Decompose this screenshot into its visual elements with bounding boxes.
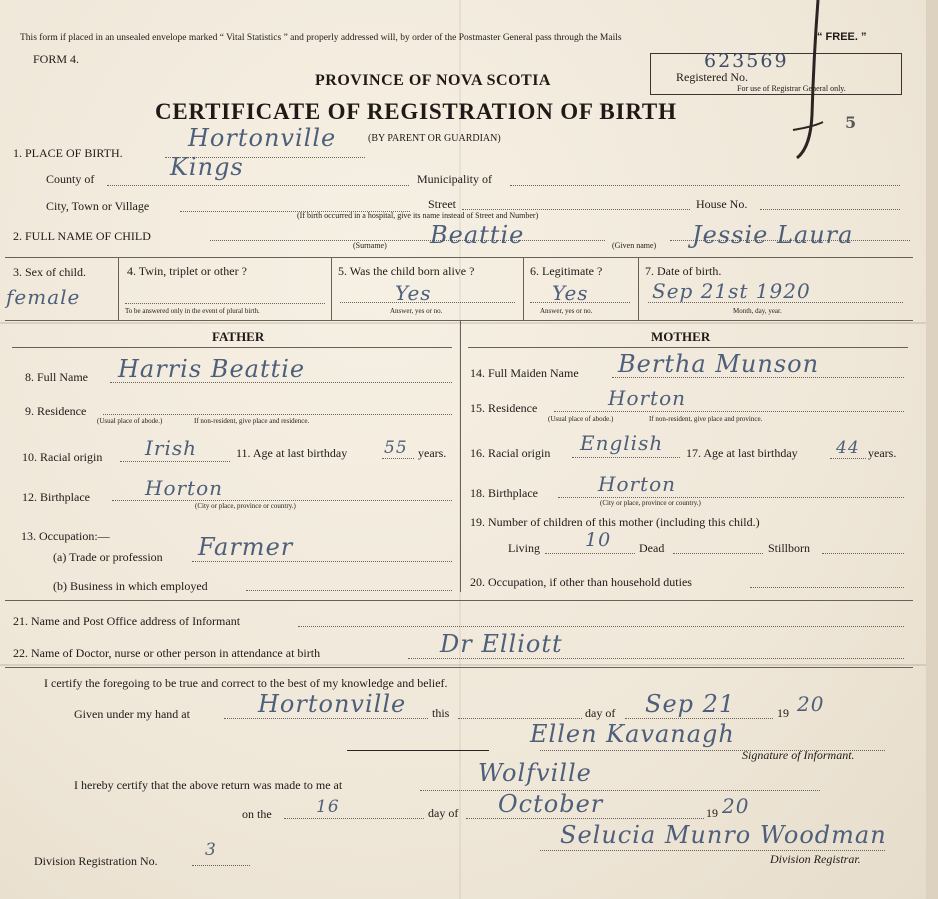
mother-age: 44 [836,438,860,458]
mother-birthplace-note: (City or place, province or country.) [600,499,701,507]
twin-note: To be answered only in the event of plural birth. [125,307,260,315]
informant-signature-label: Signature of Informant. [742,748,855,762]
division-registration-number: 3 [205,840,217,860]
given-under-label: Given under my hand at [74,707,190,721]
form-number: FORM 4. [33,52,80,66]
mother-occupation-label: 20. Occupation, if other than household duties [470,575,692,589]
mother-years-label: years. [868,446,897,460]
certify-date-line [625,718,773,719]
mother-residence: Horton [608,386,687,410]
twin-line [125,303,325,304]
divider [5,320,913,321]
father-birthplace: Horton [145,476,224,500]
father-heading: FATHER [212,329,265,344]
trade-line [192,561,452,562]
county-line [107,185,409,186]
signature-rule [347,750,489,751]
house-line [760,209,900,210]
registrar-place: Wolfville [478,759,592,787]
father-name: Harris Beattie [118,355,306,383]
mother-residence-line [554,411,904,412]
divider [523,257,524,320]
legitimate-value: Yes [552,281,589,305]
alive-line [340,302,515,303]
twin-label: 4. Twin, triplet or other ? [127,264,247,278]
father-racial-line [120,461,230,462]
divider [460,320,461,592]
certify-statement: I certify the foregoing to be true and correct to the best of my knowledge and belief. [44,676,448,690]
this-line [458,718,582,719]
business-line [246,590,452,591]
legitimate-line [530,302,630,303]
province-heading: PROVINCE OF NOVA SCOTIA [315,72,551,89]
registrar-day: 16 [316,797,340,817]
registrar-general-note: For use of Registrar General only. [737,84,846,93]
father-trade: Farmer [198,533,294,561]
registrar-year: 20 [722,794,750,818]
informant-label: 21. Name and Post Office address of Informant [13,614,241,628]
mother-heading: MOTHER [651,329,711,344]
stamp-number: 5 [845,113,858,132]
surname-label: (Surname) [353,241,387,250]
father-residence-label: 9. Residence [25,404,87,418]
county-label: County of [46,172,95,186]
stillborn-label: Stillborn [768,541,811,555]
date-of-birth-value: Sep 21st 1920 [652,279,811,303]
mother-racial-label: 16. Racial origin [470,446,551,460]
mother-age-label: 17. Age at last birthday [686,446,798,460]
father-occupation-label: 13. Occupation:— [21,529,110,543]
fold-line [0,664,938,666]
divider [12,347,452,348]
child-surname: Beattie [430,221,525,249]
divider [468,347,908,348]
father-age: 55 [384,438,408,458]
doctor-name: Dr Elliott [440,630,563,658]
registration-number: 623569 [704,50,789,72]
surname-line [210,240,605,241]
alive-value: Yes [395,281,432,305]
father-racial-origin: Irish [145,436,198,460]
certify-year-prefix: 19 [777,706,789,720]
dead-label: Dead [639,541,665,555]
father-name-label: 8. Full Name [25,370,88,384]
registrar-place-line [420,790,820,791]
doctor-label: 22. Name of Doctor, nurse or other person in attendance at birth [13,646,321,660]
page-subtitle: (BY PARENT OR GUARDIAN) [368,133,501,144]
division-registrar-label: Division Registrar. [770,852,861,866]
stillborn-line [822,553,904,554]
on-the-label: on the [242,807,272,821]
informant-signature: Ellen Kavanagh [530,720,735,748]
sex-value: female [6,285,81,309]
registrar-signature-line [540,850,885,851]
sex-label: 3. Sex of child. [13,265,86,279]
divider [118,257,119,320]
division-registration-line [192,865,250,866]
divider [5,257,913,258]
certify-year: 20 [797,692,825,716]
divider [331,257,332,320]
divider [638,257,639,320]
free-label: “ FREE. ” [817,31,867,43]
mother-name: Bertha Munson [618,350,820,378]
living-label: Living [508,541,540,555]
municipality-line [510,185,900,186]
house-label: House No. [696,197,748,211]
date-note: Month, day, year. [733,307,782,315]
county-value: Kings [170,153,244,181]
day-of-label: day of [585,706,616,720]
given-place: Hortonville [258,690,407,718]
mother-birthplace: Horton [598,472,677,496]
legitimate-label: 6. Legitimate ? [530,264,603,278]
child-given-name: Jessie Laura [692,221,854,249]
division-registration-label: Division Registration No. [34,854,158,868]
fold-line [0,322,938,324]
doctor-line [408,658,904,659]
mother-birthplace-label: 18. Birthplace [470,486,538,500]
father-years-label: years. [418,446,447,460]
registrar-day-of-label: day of [428,806,459,820]
street-line [462,209,690,210]
dead-line [673,553,763,554]
hospital-note: (If birth occurred in a hospital, give its name instead of Street and Number) [297,211,539,220]
business-label: (b) Business in which employed [53,579,208,593]
mother-racial-origin: English [580,431,664,455]
place-of-birth-label: 1. PLACE OF BIRTH. [13,146,123,160]
father-residence-note2: If non-resident, give place and residence. [194,417,310,425]
paper-edge [926,0,938,899]
municipality-label: Municipality of [417,172,492,186]
father-age-line [382,458,414,459]
registrar-month-line [466,818,704,819]
mother-racial-line [572,457,680,458]
pen-stroke [785,0,825,160]
father-age-label: 11. Age at last birthday [236,446,348,460]
date-line [648,302,903,303]
trade-label: (a) Trade or profession [53,550,163,564]
mother-occupation-line [750,587,904,588]
registrar-statement: I hereby certify that the above return was made to me at [74,778,343,792]
divider [5,600,913,601]
certify-date: Sep 21 [645,690,736,718]
registrar-year-prefix: 19 [706,806,718,820]
given-place-line [224,718,428,719]
mother-name-label: 14. Full Maiden Name [470,366,579,380]
divider [5,667,913,668]
mother-birthplace-line [558,497,904,498]
registrar-signature: Selucia Munro Woodman [560,821,887,849]
registrar-month: October [498,790,604,818]
given-name-label: (Given name) [612,241,657,250]
date-of-birth-label: 7. Date of birth. [645,264,722,278]
place-of-birth-value: Hortonville [188,124,337,152]
living-line [545,553,635,554]
mother-residence-note: (Usual place of abode.) [548,415,614,423]
living-count: 10 [585,529,612,551]
father-residence-line [103,414,452,415]
informant-line [298,626,904,627]
alive-label: 5. Was the child born alive ? [338,264,475,278]
father-birthplace-label: 12. Birthplace [22,490,90,504]
children-count-label: 19. Number of children of this mother (including this child.) [470,515,760,529]
street-label: Street [428,197,456,211]
this-label: this [432,706,450,720]
legitimate-note: Answer, yes or no. [540,307,593,315]
mother-residence-label: 15. Residence [470,401,538,415]
registered-label: Registered No. [676,70,748,84]
father-residence-note: (Usual place of abode.) [97,417,163,425]
page-title: CERTIFICATE OF REGISTRATION OF BIRTH [155,99,677,124]
father-racial-label: 10. Racial origin [22,450,103,464]
mail-notice: This form if placed in an unsealed envelope marked “ Vital Statistics ” and properly addressed will, by order of the Postmaster General pass through the Mails [20,33,622,43]
city-label: City, Town or Village [46,199,150,213]
child-name-label: 2. FULL NAME OF CHILD [13,229,151,243]
mother-age-line [830,458,866,459]
alive-note: Answer, yes or no. [390,307,443,315]
mother-residence-note2: If non-resident, give place and province. [649,415,763,423]
registrar-day-line [284,818,424,819]
father-birthplace-note: (City or place, province or country.) [195,502,296,510]
father-birthplace-line [112,500,452,501]
